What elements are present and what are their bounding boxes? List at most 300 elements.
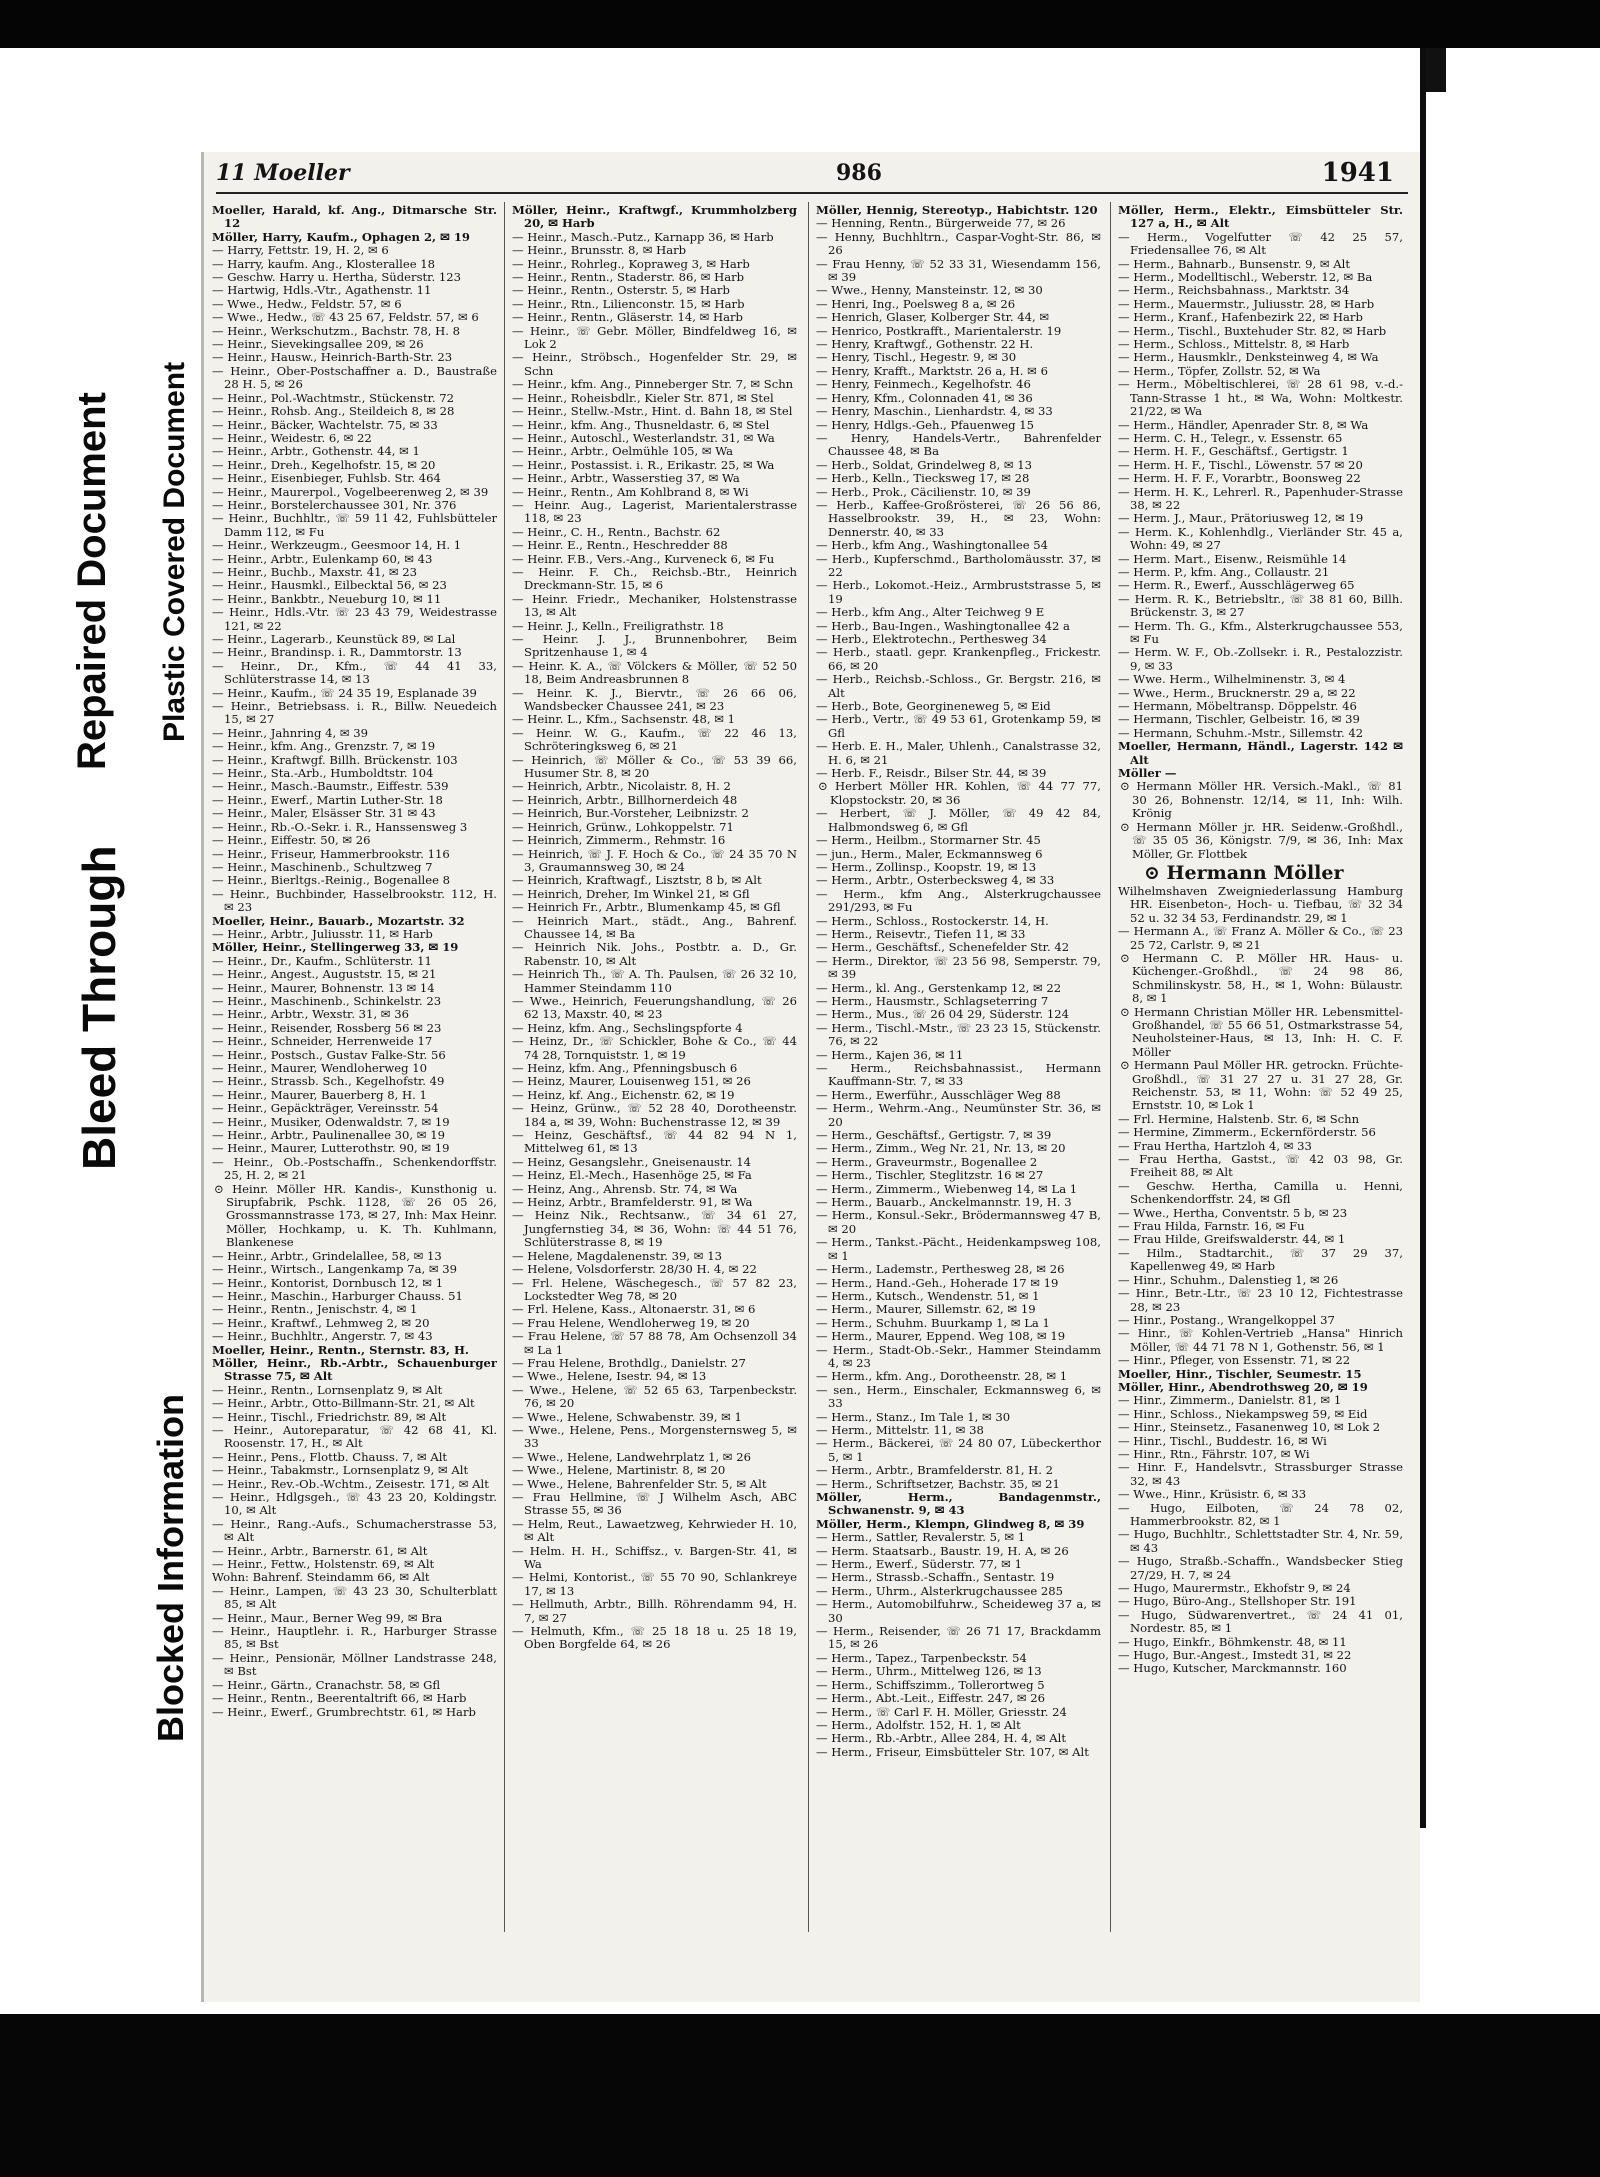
directory-column-4 bbox=[1118, 204, 1403, 1924]
directory-entry: — Heinr., Brandinsp. i. R., Dammtorstr. 13 bbox=[212, 645, 462, 660]
directory-entry: — Herm., Möbeltischlerei, ☏ 28 61 98, v.-d.-Tann-Strasse 1 ht., ✉ Wa, Wohn: Moltkestr. 21/22, ✉ Wa bbox=[1118, 377, 1403, 419]
directory-entry: — Herb., Reichsb.-Schloss., Gr. Bergstr. 216, ✉ Alt bbox=[816, 672, 1101, 700]
directory-entry: — Geschw. Hertha, Camilla u. Henni, Schenkendorffstr. 24, ✉ Gfl bbox=[1118, 1178, 1403, 1207]
directory-entry: — Herm., Reichsbahnassist., Hermann Kauffmann-Str. 7, ✉ 33 bbox=[816, 1061, 1101, 1089]
directory-entry: — Heinr., kfm. Ang., Grenzstr. 7, ✉ 19 bbox=[212, 739, 436, 754]
directory-entry: — Herm., Schloss., Rostockerstr. 14, H. bbox=[816, 913, 1049, 928]
directory-entry: — Herb. E. H., Maler, Uhlenh., Canalstrasse 32, H. 6, ✉ 21 bbox=[816, 739, 1101, 767]
directory-entry: — Heinz, kfm. Ang., Pfenningsbusch 6 bbox=[512, 1061, 738, 1075]
directory-entry: — Harry, kaufm. Ang., Klosterallee 18 bbox=[212, 256, 435, 271]
directory-entry: — Heinr., Rtn., Lilienconstr. 15, ✉ Harb bbox=[512, 296, 745, 311]
directory-entry: — Wwe., Helene, Pens., Morgensternsweg 5, ✉ 33 bbox=[512, 1422, 797, 1451]
directory-entry: — Wwe., Herm., Brucknerstr. 29 a, ✉ 22 bbox=[1118, 685, 1356, 700]
directory-entry: — Herm. H. K., Lehrerl. R., Papenhuder-Strasse 38, ✉ 22 bbox=[1118, 484, 1403, 512]
directory-entry: — Herm., Kranf., Hafenbezirk 22, ✉ Harb bbox=[1118, 310, 1363, 325]
directory-entry: Moeller, Heinr., Rentn., Sternstr. 83, H. bbox=[212, 1342, 469, 1357]
directory-entry: — Herm., Schiffszimm., Tollerortweg 5 bbox=[816, 1677, 1045, 1692]
directory-entry: — Herm., Arbtr., Bramfelderstr. 81, H. 2 bbox=[816, 1463, 1054, 1478]
directory-entry: — Heinz, Grünw., ☏ 52 28 40, Dorotheenstr. 184 a, ✉ 39, Wohn: Buchenstrasse 12, ✉ 39 bbox=[512, 1101, 797, 1129]
directory-entry: — Heinr., Kaufm., ☏ 24 35 19, Esplanade 39 bbox=[212, 685, 477, 700]
directory-entry: — Heinr., Hausw., Heinrich-Barth-Str. 23 bbox=[212, 350, 453, 365]
directory-entry: — Herm., Heilbm., Stormarner Str. 45 bbox=[816, 833, 1041, 848]
directory-entry: — Heinr., Werkschutzm., Bachstr. 78, H. 8 bbox=[212, 323, 460, 338]
directory-entry: — Wwe., Henny, Mansteinstr. 12, ✉ 30 bbox=[816, 283, 1043, 298]
directory-entry: — Heinr., Rohrleg., Kopraweg 3, ✉ Harb bbox=[512, 256, 750, 271]
directory-entry: — Heinr., C. H., Rentn., Bachstr. 62 bbox=[512, 524, 721, 539]
directory-entry: — Henry, Kraftwgf., Gothenstr. 22 H. bbox=[816, 337, 1034, 352]
directory-entry: — Heinrich, Zimmerm., Rehmstr. 16 bbox=[512, 833, 726, 848]
directory-entry: — Heinr., Arbtr., Otto-Billmann-Str. 21, ✉ Alt bbox=[212, 1396, 475, 1411]
directory-entry: — Henny, Buchhltrn., Caspar-Voght-Str. 86, ✉ 26 bbox=[816, 229, 1101, 258]
directory-entry: — Heinz, kf. Ang., Eichenstr. 62, ✉ 19 bbox=[512, 1087, 735, 1102]
directory-entry: — Heinr., Werkzeugm., Geesmoor 14, H. 1 bbox=[212, 538, 462, 553]
directory-entry: — Herm., Tischl., Buxtehuder Str. 82, ✉ Harb bbox=[1118, 323, 1387, 338]
directory-entry: — Heinr., Maur., Berner Weg 99, ✉ Bra bbox=[212, 1610, 443, 1625]
directory-entry: — Henri, Ing., Poelsweg 8 a, ✉ 26 bbox=[816, 296, 1016, 311]
directory-entry: — Heinr., Ewerf., Grumbrechtstr. 61, ✉ Harb bbox=[212, 1704, 476, 1719]
directory-entry: — Wwe., Hertha, Conventstr. 5 b, ✉ 23 bbox=[1118, 1205, 1348, 1220]
directory-entry: — Heinr., Hausmkl., Eilbecktal 56, ✉ 23 bbox=[212, 578, 447, 593]
directory-entry: Möller, Herm., Bandagenmstr., Schwanenstr. 9, ✉ 43 bbox=[816, 1490, 1101, 1518]
directory-entry: — Heinr. Aug., Lagerist, Marientalerstrasse 118, ✉ 23 bbox=[512, 497, 797, 526]
directory-entry: — Heinr. W. G., Kaufm., ☏ 22 46 13, Schröteringksweg 6, ✉ 21 bbox=[512, 725, 797, 754]
directory-entry: — Heinr., Betriebsass. i. R., Billw. Neuedeich 15, ✉ 27 bbox=[212, 699, 497, 727]
directory-entry: — Herm., Uhrm., Alsterkrugchaussee 285 bbox=[816, 1583, 1063, 1598]
directory-entry: — Frau Hertha, Gastst., ☏ 42 03 98, Gr. Freiheit 88, ✉ Alt bbox=[1118, 1152, 1403, 1180]
directory-entry: — Herm. C. H., Telegr., v. Essenstr. 65 bbox=[1118, 430, 1343, 445]
directory-entry: — Hinr., Pfleger, von Essenstr. 71, ✉ 22 bbox=[1118, 1353, 1351, 1368]
directory-entry: — Heinr., Hauptlehr. i. R., Harburger Strasse 85, ✉ Bst bbox=[212, 1624, 497, 1652]
directory-entry: — Heinr. L., Kfm., Sachsenstr. 48, ✉ 1 bbox=[512, 712, 736, 727]
directory-entry: — Herb., Soldat, Grindelweg 8, ✉ 13 bbox=[816, 457, 1033, 472]
directory-entry: — Frau Hilda, Farnstr. 16, ✉ Fu bbox=[1118, 1219, 1305, 1234]
directory-entry: — Heinr., Hdlgsgeh., ☏ 43 23 20, Koldingstr. 10, ✉ Alt bbox=[212, 1490, 497, 1518]
directory-entry: — Henry, Hdlgs.-Geh., Pfauenweg 15 bbox=[816, 417, 1034, 432]
directory-entry: — Henry, Handels-Vertr., Bahrenfelder Chaussee 48, ✉ Ba bbox=[816, 430, 1101, 459]
directory-entry: — Hinr., Zimmerm., Danielstr. 81, ✉ 1 bbox=[1118, 1393, 1342, 1408]
directory-entry: — Henry, Tischl., Hegestr. 9, ✉ 30 bbox=[816, 350, 1017, 365]
directory-entry: — Hugo, Maurermstr., Ekhofstr 9, ✉ 24 bbox=[1118, 1581, 1351, 1596]
directory-entry: — Herb., staatl. gepr. Krankenpfleg., Frickestr. 66, ✉ 20 bbox=[816, 645, 1101, 673]
directory-entry: — Heinrich, Dreher, Im Winkel 21, ✉ Gfl bbox=[512, 886, 750, 901]
adjacent-page-edge bbox=[1418, 48, 1600, 2008]
directory-entry: — Heinr., Maschin., Harburger Chauss. 51 bbox=[212, 1288, 463, 1303]
directory-entry: — Heinr., Maurer, Wendloherweg 10 bbox=[212, 1061, 427, 1075]
directory-entry: — Heinr., Bäcker, Wachtelstr. 75, ✉ 33 bbox=[212, 417, 438, 432]
directory-entry: — Hugo, Straßb.-Schaffn., Wandsbecker Stieg 27/29, H. 7, ✉ 24 bbox=[1118, 1554, 1403, 1582]
directory-entry: — Wwe., Hedw., Feldstr. 57, ✉ 6 bbox=[212, 296, 402, 311]
directory-entry: — Wwe., Hinr., Krüsistr. 6, ✉ 33 bbox=[1118, 1487, 1307, 1502]
directory-entry: — Herm., Bauarb., Anckelmannstr. 19, H. 3 bbox=[816, 1195, 1072, 1210]
directory-entry: — Heinr., Maurerpol., Vogelbeerenweg 2, ✉ 39 bbox=[212, 484, 489, 499]
directory-entry: — Heinr., Stellw.-Mstr., Hint. d. Bahn 18, ✉ Stel bbox=[512, 404, 793, 419]
directory-entry: — Helm, Reut., Lawaetzweg, Kehrwieder H. 10, ✉ Alt bbox=[512, 1516, 797, 1545]
directory-entry: — Herm., Stadt-Ob.-Sekr., Hammer Steindamm 4, ✉ 23 bbox=[816, 1342, 1101, 1370]
directory-entry: — Herm., Kutsch., Wendenstr. 51, ✉ 1 bbox=[816, 1288, 1040, 1303]
directory-entry: — Heinr., Musiker, Odenwaldstr. 7, ✉ 19 bbox=[212, 1114, 450, 1129]
directory-entry: — Herm., Hand.-Geh., Hoherade 17 ✉ 19 bbox=[816, 1275, 1059, 1290]
directory-entry: — Heinr., Strassb. Sch., Kegelhofstr. 49 bbox=[212, 1074, 445, 1089]
directory-entry: — Wwe., Helene, Schwabenstr. 39, ✉ 1 bbox=[512, 1409, 742, 1424]
directory-entry: — Herm., Schuhm. Buurkamp 1, ✉ La 1 bbox=[816, 1315, 1050, 1330]
directory-entry: — Herm., Tankst.-Pächt., Heidenkampsweg 108, ✉ 1 bbox=[816, 1235, 1101, 1263]
directory-entry: — Herm., Zimmerm., Wiebenweg 14, ✉ La 1 bbox=[816, 1181, 1078, 1196]
directory-entry: — Heinr., Jahnring 4, ✉ 39 bbox=[212, 725, 368, 740]
directory-entry: — Herm., Mittelstr. 11, ✉ 38 bbox=[816, 1422, 984, 1437]
directory-entry: — Heinr., Borstelerchaussee 301, Nr. 376 bbox=[212, 497, 457, 512]
directory-entry: — Heinr., Arbtr., Wexstr. 31, ✉ 36 bbox=[212, 1007, 409, 1022]
directory-entry: — Helene, Magdalenenstr. 39, ✉ 13 bbox=[512, 1248, 722, 1263]
directory-entry: — Herm., kfm Ang., Alsterkrugchaussee 291/293, ✉ Fu bbox=[816, 886, 1101, 915]
directory-entry: — Herm., Graveurmstr., Bogenallee 2 bbox=[816, 1154, 1038, 1169]
directory-entry: Möller, Heinr., Rb.-Arbtr., Schauenburger Strasse 75, ✉ Alt bbox=[212, 1355, 497, 1384]
directory-entry: ⊙ Hermann Möller bbox=[1144, 861, 1344, 884]
directory-entry: — Heinr., Sievekingsallee 209, ✉ 26 bbox=[212, 337, 424, 352]
directory-entry: — Heinrich, Arbtr., Nicolaistr. 8, H. 2 bbox=[512, 779, 731, 794]
directory-entry: — Heinr., Postsch., Gustav Falke-Str. 56 bbox=[212, 1047, 446, 1062]
directory-entry: — Heinz Nik., Rechtsanw., ☏ 34 61 27, Jungfernstieg 34, ✉ 36, Wohn: ☏ 44 51 76, Schlüterstrasse 8, ✉ 19 bbox=[512, 1208, 797, 1250]
running-head: 11 Moeller bbox=[216, 160, 350, 186]
directory-entry: — Heinr., Eiffestr. 50, ✉ 26 bbox=[212, 833, 371, 848]
directory-entry: — Herm., Bahnarb., Bunsenstr. 9, ✉ Alt bbox=[1118, 256, 1351, 271]
directory-entry: Wohn: Bahrenf. Steindamm 66, ✉ Alt bbox=[212, 1570, 430, 1585]
directory-entry: — Heinz, El.-Mech., Hasenhöge 25, ✉ Fa bbox=[512, 1168, 752, 1183]
directory-entry: — Heinz, Geschäftsf., ☏ 44 82 94 N 1, Mittelweg 61, ✉ 13 bbox=[512, 1128, 797, 1156]
directory-entry: — Herm. Mart., Eisenw., Reismühle 14 bbox=[1118, 551, 1347, 566]
directory-entry: — Heinr., Buchhltr., Angerstr. 7, ✉ 43 bbox=[212, 1329, 433, 1344]
directory-entry: — Heinr., Maler, Elsässer Str. 31 ✉ 43 bbox=[212, 806, 436, 821]
directory-entry: Moeller, Heinr., Bauarb., Mozartstr. 32 bbox=[212, 913, 465, 928]
column-divider bbox=[1110, 202, 1111, 1932]
directory-entry: — Heinr., Bankbtr., Neueburg 10, ✉ 11 bbox=[212, 591, 442, 606]
directory-entry: — Heinr., Tabakmstr., Lornsenplatz 9, ✉ Alt bbox=[212, 1463, 469, 1478]
directory-entry: — Heinr., Arbtr., Wasserstieg 37, ✉ Wa bbox=[512, 471, 740, 486]
directory-entry: — Hugo, Kutscher, Marckmannstr. 160 bbox=[1118, 1661, 1347, 1676]
directory-entry: — Heinr., Friseur, Hammerbrookstr. 116 bbox=[212, 846, 450, 861]
directory-entry: — Heinr., Kontorist, Dornbusch 12, ✉ 1 bbox=[212, 1275, 444, 1290]
directory-entry: — Heinr., Buchb., Maxstr. 41, ✉ 23 bbox=[212, 564, 418, 579]
directory-entry: — Herm. J., Maur., Prätoriusweg 12, ✉ 19 bbox=[1118, 511, 1364, 526]
directory-entry: — Hinr., ☏ Kohlen-Vertrieb „Hansa" Hinrich Möller, ☏ 44 71 78 N 1, Gothenstr. 56, ✉ 1 bbox=[1118, 1326, 1403, 1354]
directory-entry: — Heinr., Pol.-Wachtmstr., Stückenstr. 72 bbox=[212, 390, 455, 405]
directory-entry: — Henry, Krafft., Marktstr. 26 a, H. ✉ 6 bbox=[816, 363, 1048, 378]
directory-entry: — Hinr., Betr.-Ltr., ☏ 23 10 12, Fichtestrasse 28, ✉ 23 bbox=[1118, 1286, 1403, 1314]
directory-entry: — Heinr. E., Rentn., Heschredder 88 bbox=[512, 538, 728, 553]
directory-entry: — Heinr., Wirtsch., Langenkamp 7a, ✉ 39 bbox=[212, 1262, 458, 1277]
directory-entry: — Heinrich Th., ☏ A. Th. Paulsen, ☏ 26 32 10, Hammer Steindamm 110 bbox=[512, 967, 797, 995]
directory-entry: Möller, Herm., Elektr., Eimsbütteler Str. 127 a, H., ✉ Alt bbox=[1118, 204, 1403, 231]
directory-entry: — Harry, Fettstr. 19, H. 2, ✉ 6 bbox=[212, 243, 389, 258]
directory-entry: — Herb., Kelln., Tiecksweg 17, ✉ 28 bbox=[816, 471, 1030, 486]
directory-entry: — Heinz, Gesangslehr., Gneisenaustr. 14 bbox=[512, 1154, 752, 1169]
directory-entry: — Heinr., Pensionär, Möllner Landstrasse 248, ✉ Bst bbox=[212, 1650, 497, 1679]
directory-entry: — Heinr., Ewerf., Martin Luther-Str. 18 bbox=[212, 792, 443, 807]
directory-column-2 bbox=[512, 204, 797, 1924]
column-divider bbox=[504, 202, 505, 1932]
directory-entry: — Heinr., Roheisbdlr., Kieler Str. 871, ✉ Stel bbox=[512, 390, 774, 405]
directory-entry: — Herm., Zimm., Weg Nr. 21, Nr. 13, ✉ 20 bbox=[816, 1141, 1066, 1156]
directory-entry: — Frau Hilde, Greifswalderstr. 44, ✉ 1 bbox=[1118, 1232, 1346, 1247]
directory-column-3 bbox=[816, 204, 1101, 1924]
directory-entry: — Herm., Rb.-Arbtr., Allee 284, H. 4, ✉ Alt bbox=[816, 1731, 1066, 1746]
directory-entry: — Henry, Maschin., Lienhardstr. 4, ✉ 33 bbox=[816, 404, 1053, 419]
directory-entry: — Heinrich, ☏ J. F. Hoch & Co., ☏ 24 35 70 N 3, Graumannsweg 30, ✉ 24 bbox=[512, 846, 797, 874]
directory-entry: — Heinrich, Bur.-Vorsteher, Leibnizstr. 2 bbox=[512, 806, 749, 821]
directory-entry: — Geschw. Harry u. Hertha, Süderstr. 123 bbox=[212, 270, 461, 285]
directory-entry: ⊙ Heinr. Möller HR. Kandis-, Kunsthonig u. Sirupfabrik, Pschk. 1128, ☏ 26 05 26, Grossmannstrasse 173, ✉ 27, Inh: Max Heinr. Möller, Hochkamp, u. K. Th. Kuhlmann, Blankenese bbox=[214, 1181, 497, 1250]
directory-column-1 bbox=[212, 204, 497, 1924]
directory-entry: — Heinrich, ☏ Möller & Co., ☏ 53 39 66, Husumer Str. 8, ✉ 20 bbox=[512, 752, 797, 781]
directory-entry: — Herm., Hausmklr., Denksteinweg 4, ✉ Wa bbox=[1118, 350, 1379, 365]
directory-entry: — Herm., Vogelfutter ☏ 42 25 57, Friedensallee 76, ✉ Alt bbox=[1118, 229, 1403, 258]
directory-entry: — Heinrich, Kraftwagf., Lisztstr, 8 b, ✉ Alt bbox=[512, 873, 762, 888]
directory-entry: — Heinr. F.B., Vers.-Ang., Kurveneck 6, ✉ Fu bbox=[512, 551, 775, 566]
directory-entry: Möller, Harry, Kaufm., Ophagen 2, ✉ 19 bbox=[212, 229, 470, 244]
directory-entry: — Heinr., Rang.-Aufs., Schumacherstrasse 53, ✉ Alt bbox=[212, 1516, 497, 1545]
directory-entry: — Frau Helene, Wendloherweg 19, ✉ 20 bbox=[512, 1315, 750, 1330]
directory-entry: ⊙ Hermann Möller HR. Versich.-Makl., ☏ 81 30 26, Bohnenstr. 12/14, ✉ 11, Inh: Wilh. Krönig bbox=[1120, 779, 1403, 821]
directory-entry: — Hinr., Tischl., Buddestr. 16, ✉ Wi bbox=[1118, 1433, 1327, 1448]
directory-entry: — Herb., Bau-Ingen., Washingtonallee 42 a bbox=[816, 618, 1070, 633]
directory-entry: — sen., Herm., Einschaler, Eckmannsweg 6, ✉ 33 bbox=[816, 1382, 1101, 1411]
directory-entry: — Herm., Lademstr., Perthesweg 28, ✉ 26 bbox=[816, 1262, 1065, 1277]
directory-entry: — Heinr., Rentn., Jenischstr. 4, ✉ 1 bbox=[212, 1302, 418, 1317]
directory-entry: — Frl. Helene, Wäschegesch., ☏ 57 82 23, Lockstedter Weg 78, ✉ 20 bbox=[512, 1275, 797, 1303]
directory-entry: — Hermine, Zimmerm., Eckernförderstr. 56 bbox=[1118, 1125, 1376, 1140]
directory-entry: — Heinr., Dr., Kfm., ☏ 44 41 33, Schlüterstrasse 14, ✉ 13 bbox=[212, 658, 497, 687]
directory-entry: — Herb., Prok., Cäcilienstr. 10, ✉ 39 bbox=[816, 484, 1031, 499]
directory-entry: — Hinr., Schloss., Niekampsweg 59, ✉ Eid bbox=[1118, 1406, 1368, 1421]
directory-entry: — Heinrich Fr., Arbtr., Blumenkamp 45, ✉ Gfl bbox=[512, 900, 781, 915]
directory-entry: — Heinr., Arbtr., Eulenkamp 60, ✉ 43 bbox=[212, 551, 433, 566]
directory-entry: — Herm., Maurer, Eppend. Weg 108, ✉ 19 bbox=[816, 1329, 1066, 1344]
directory-entry: — Herm., kl. Ang., Gerstenkamp 12, ✉ 22 bbox=[816, 980, 1062, 995]
directory-entry: — Herm., Uhrm., Mittelweg 126, ✉ 13 bbox=[816, 1664, 1042, 1679]
directory-entry: — Heinr., Gärtn., Cranachstr. 58, ✉ Gfl bbox=[212, 1677, 441, 1692]
directory-entry: — Heinr. Friedr., Mechaniker, Holstenstrasse 13, ✉ Alt bbox=[512, 591, 797, 620]
directory-entry: — Frl. Helene, Kass., Altonaerstr. 31, ✉ 6 bbox=[512, 1302, 756, 1317]
scan-corner-mark bbox=[1426, 48, 1446, 92]
directory-entry: — Heinr., Rentn., Lornsenplatz 9, ✉ Alt bbox=[212, 1382, 443, 1397]
directory-entry: — Herm., Reisender, ☏ 26 71 17, Brackdamm 15, ✉ 26 bbox=[816, 1624, 1101, 1652]
directory-entry: — Heinr., Rentn., Osterstr. 5, ✉ Harb bbox=[512, 283, 730, 298]
directory-entry: — Heinz, Dr., ☏ Schickler, Bohe & Co., ☏ 44 74 28, Tornquiststr. 1, ✉ 19 bbox=[512, 1034, 797, 1062]
directory-entry: — Heinr., Masch.-Baumstr., Eiffestr. 539 bbox=[212, 779, 449, 794]
directory-entry: — Heinr., Postassist. i. R., Erikastr. 25, ✉ Wa bbox=[512, 457, 775, 472]
directory-entry: — Wwe., Helene, Landwehrplatz 1, ✉ 26 bbox=[512, 1449, 751, 1464]
directory-entry: — Hermann, Möbeltransp. Döppelstr. 46 bbox=[1118, 699, 1357, 714]
directory-entry: — Helmuth, Kfm., ☏ 25 18 18 u. 25 18 19, Oben Borgfelde 64, ✉ 26 bbox=[512, 1624, 797, 1652]
scan-top-border bbox=[0, 0, 1600, 48]
label-repaired-document: Repaired Document bbox=[70, 392, 114, 770]
directory-entry: — Hugo, Büro-Ang., Stellshoper Str. 191 bbox=[1118, 1594, 1357, 1609]
directory-entry: — Herm., Ewerführ., Ausschläger Weg 88 bbox=[816, 1087, 1061, 1102]
label-bleed-through: Bleed Through bbox=[73, 845, 125, 1170]
directory-entry: — Herm., Abt.-Leit., Eiffestr. 247, ✉ 26 bbox=[816, 1691, 1046, 1706]
directory-entry: — Heinrich, Arbtr., Billhornerdeich 48 bbox=[512, 792, 738, 807]
directory-entry: — Frau Hellmine, ☏ J Wilhelm Asch, ABC Strasse 55, ✉ 36 bbox=[512, 1490, 797, 1518]
directory-entry: — Wwe., Helene, Martinistr. 8, ✉ 20 bbox=[512, 1463, 726, 1478]
directory-entry: Wilhelmshaven Zweigniederlassung Hamburg HR. Eisenbeton-, Hoch- u. Tiefbau, ☏ 32 34 52 u. 32 34 53, Ferdinandstr. 29, ✉ 1 bbox=[1118, 883, 1403, 925]
directory-entry: — Henry, Feinmech., Kegelhofstr. 46 bbox=[816, 377, 1031, 392]
directory-entry: — Herb., kfm Ang., Washingtonallee 54 bbox=[816, 538, 1049, 553]
directory-entry: — Hinr., Postang., Wrangelkoppel 37 bbox=[1118, 1312, 1335, 1327]
directory-entry: — Herm., Bäckerei, ☏ 24 80 07, Lübeckerthor 5, ✉ 1 bbox=[816, 1436, 1101, 1464]
directory-entry: — Henning, Rentn., Bürgerweide 77, ✉ 26 bbox=[816, 216, 1066, 231]
directory-entry: — Frau Helene, Brothdlg., Danielstr. 27 bbox=[512, 1355, 746, 1370]
directory-entry: — Heinr., Maurer, Bauerberg 8, H. 1 bbox=[212, 1087, 427, 1102]
scan-bottom-border bbox=[0, 2014, 1600, 2177]
directory-entry: — Wwe., Helene, Bahrenfelder Str. 5, ✉ Alt bbox=[512, 1476, 767, 1491]
directory-entry: — Heinr., Rev.-Ob.-Wchtm., Zeisestr. 171, ✉ Alt bbox=[212, 1476, 489, 1491]
directory-entry: — Herb., Lokomot.-Heiz., Armbruststrasse 5, ✉ 19 bbox=[816, 578, 1101, 606]
directory-entry: — Heinr., Hdls.-Vtr. ☏ 23 43 79, Weidestrasse 121, ✉ 22 bbox=[212, 605, 497, 633]
directory-entry: — Heinr., Autoschl., Westerlandstr. 31, ✉ Wa bbox=[512, 430, 775, 445]
directory-entry: — Heinr., Pens., Flottb. Chauss. 7, ✉ Alt bbox=[212, 1449, 448, 1464]
directory-entry: — Herb., Kupferschmd., Bartholomäusstr. 37, ✉ 22 bbox=[816, 551, 1101, 579]
directory-entry: — Hugo, Eilboten, ☏ 24 78 02, Hammerbrookstr. 82, ✉ 1 bbox=[1118, 1500, 1403, 1528]
page-number: 986 bbox=[836, 160, 882, 186]
directory-entry: — Herm. H. F., Geschäftsf., Gertigstr. 1 bbox=[1118, 444, 1349, 459]
directory-entry: — Heinr., Eisenbieger, Fuhlsb. Str. 464 bbox=[212, 471, 441, 486]
directory-entry: — Henrich, Glaser, Kolberger Str. 44, ✉ bbox=[816, 310, 1050, 325]
directory-entry: — Heinr., Arbtr., Paulinenallee 30, ✉ 19 bbox=[212, 1128, 445, 1143]
directory-entry: — Herm., Schloss., Mittelstr. 8, ✉ Harb bbox=[1118, 337, 1350, 352]
directory-entry: — Herm., Maurer, Sillemstr. 62, ✉ 19 bbox=[816, 1302, 1036, 1317]
directory-entry: — Heinr. K. J., Biervtr., ☏ 26 66 06, Wandsbecker Chaussee 241, ✉ 23 bbox=[512, 685, 797, 714]
directory-entry: — Heinr., Rohsb. Ang., Steildeich 8, ✉ 28 bbox=[212, 404, 455, 419]
directory-entry: Moeller, Harald, kf. Ang., Ditmarsche Str. 12 bbox=[212, 204, 497, 231]
directory-entry: — Hugo, Einkfr., Böhmkenstr. 48, ✉ 11 bbox=[1118, 1634, 1347, 1649]
directory-page bbox=[204, 152, 1420, 2002]
directory-entry: — Heinr., Rentn., Am Kohlbrand 8, ✉ Wi bbox=[512, 484, 749, 499]
directory-entry: — Heinr., kfm. Ang., Thusneldastr. 6, ✉ Stel bbox=[512, 417, 770, 432]
directory-entry: — Heinz, Ang., Ahrensb. Str. 74, ✉ Wa bbox=[512, 1181, 738, 1196]
directory-entry: — Heinr. F. Ch., Reichsb.-Btr., Heinrich Dreckmann-Str. 15, ✉ 6 bbox=[512, 564, 797, 593]
directory-entry: — Heinr. J., Kelln., Freiligrathstr. 18 bbox=[512, 618, 724, 633]
directory-entry: — Heinr., Reisender, Rossberg 56 ✉ 23 bbox=[212, 1020, 442, 1035]
directory-entry: — Herb., Kaffee-Großrösterei, ☏ 26 56 86, Hasselbrookstr. 39, H., ✉ 23, Wohn: Dennerstr. 40, ✉ 33 bbox=[816, 497, 1101, 539]
directory-entry: — Heinr., Maurer, Lutterothstr. 90, ✉ 19 bbox=[212, 1141, 450, 1156]
directory-entry: — Herm., Mus., ☏ 26 04 29, Süderstr. 124 bbox=[816, 1007, 1069, 1022]
directory-entry: — Heinr., Fettw., Holstenstr. 69, ✉ Alt bbox=[212, 1557, 435, 1572]
directory-entry: — Heinrich, Grünw., Lohkoppelstr. 71 bbox=[512, 819, 734, 834]
directory-entry: — Heinr., Tischl., Friedrichstr. 89, ✉ Alt bbox=[212, 1409, 447, 1424]
directory-entry: — Heinr., Ob.-Postschaffn., Schenkendorffstr. 25, H. 2, ✉ 21 bbox=[212, 1154, 497, 1183]
directory-entry: — Herb. F., Reisdr., Bilser Str. 44, ✉ 39 bbox=[816, 766, 1047, 781]
directory-entry: Möller, Heinr., Kraftwgf., Krummholzberg 20, ✉ Harb bbox=[512, 204, 797, 231]
directory-entry: — Heinr., Sta.-Arb., Humboldtstr. 104 bbox=[212, 766, 434, 781]
label-blocked-information: Blocked Information bbox=[150, 1393, 191, 1742]
directory-entry: — Heinr., Arbtr., Oelmühle 105, ✉ Wa bbox=[512, 444, 734, 459]
label-plastic-covered: Plastic Covered Document bbox=[158, 361, 191, 742]
directory-entry: — Herm. P., kfm. Ang., Collaustr. 21 bbox=[1118, 564, 1330, 579]
directory-entry: — Heinr., Rentn., Beerentaltrift 66, ✉ Harb bbox=[212, 1691, 467, 1706]
directory-entry: — Heinr., Buchbinder, Hasselbrookstr. 112, H. ✉ 23 bbox=[212, 886, 497, 915]
directory-entry: — Frl. Hermine, Halstenb. Str. 6, ✉ Schn bbox=[1118, 1111, 1360, 1126]
directory-entry: — Herb., Bote, Georgineneweg 5, ✉ Eid bbox=[816, 699, 1051, 714]
directory-entry: — Herbert, ☏ J. Möller, ☏ 49 42 84, Halbmondsweg 6, ✉ Gfl bbox=[816, 806, 1101, 834]
directory-entry: — Helene, Volsdorferstr. 28/30 H. 4, ✉ 22 bbox=[512, 1262, 757, 1277]
directory-entry: — Herm., Geschäftsf., Schenefelder Str. 42 bbox=[816, 940, 1070, 955]
directory-entry: — Henrico, Postkrafft., Marientalerstr. 19 bbox=[816, 323, 1062, 338]
directory-entry: — Herm., Kajen 36, ✉ 11 bbox=[816, 1047, 964, 1062]
directory-entry: — Heinr., ☏ Gebr. Möller, Bindfeldweg 16, ✉ Lok 2 bbox=[512, 323, 797, 352]
directory-entry: ⊙ Hermann Paul Möller HR. getrockn. Früchte-Großhdl., ☏ 31 27 27 u. 31 27 28, Gr. Reichenstr. 53, ✉ 11, Wohn: ☏ 52 49 25, Ernststr. 10, ✉ Lok 1 bbox=[1120, 1058, 1403, 1113]
directory-entry: — Heinr., Dr., Kaufm., Schlüterstr. 11 bbox=[212, 953, 432, 968]
directory-entry: — Hinr., Steinsetz., Fasanenweg 10, ✉ Lok 2 bbox=[1118, 1420, 1381, 1435]
directory-entry: — Herm., Mauermstr., Juliusstr. 28, ✉ Harb bbox=[1118, 296, 1375, 311]
directory-entry: — Wwe., Helene, Isestr. 94, ✉ 13 bbox=[512, 1369, 707, 1384]
directory-entry: — Heinz, kfm. Ang., Sechslingspforte 4 bbox=[512, 1020, 743, 1035]
directory-entry: — Wwe. Herm., Wilhelminenstr. 3, ✉ 4 bbox=[1118, 672, 1346, 687]
directory-entry: — Heinr., Maurer, Bohnenstr. 13 ✉ 14 bbox=[212, 980, 435, 995]
directory-entry: — Heinrich Mart., städt., Ang., Bahrenf. Chaussee 14, ✉ Ba bbox=[512, 913, 797, 941]
directory-entry: ⊙ Hermann Christian Möller HR. Lebensmittel-Großhandel, ☏ 55 66 51, Ostmarkstrasse 54, Neuholsteiner-Haus, ✉ 13, Inh: H. C. F. Möller bbox=[1120, 1004, 1403, 1059]
directory-entry: — Herm., Modelltischl., Weberstr. 12, ✉ Ba bbox=[1118, 270, 1373, 285]
directory-entry: — Helm. H. H., Schiffsz., v. Bargen-Str. 41, ✉ Wa bbox=[512, 1543, 797, 1572]
directory-entry: — Heinr., kfm. Ang., Pinneberger Str. 7, ✉ Schn bbox=[512, 377, 794, 392]
directory-entry: — Herm., Geschäftsf., Gertigstr. 7, ✉ 39 bbox=[816, 1128, 1052, 1143]
directory-entry: — Wwe., Hedw., ☏ 43 25 67, Feldstr. 57, ✉ 6 bbox=[212, 310, 479, 325]
directory-entry: — Heinr., Schneider, Herrenweide 17 bbox=[212, 1034, 433, 1049]
page-header bbox=[216, 158, 1408, 194]
directory-entry: — Hugo, Buchhltr., Schlettstadter Str. 4, Nr. 59, ✉ 43 bbox=[1118, 1527, 1403, 1555]
directory-entry: — Heinr., Lagerarb., Keunstück 89, ✉ Lal bbox=[212, 632, 456, 646]
directory-entry: — Heinr., Masch.-Putz., Karnapp 36, ✉ Harb bbox=[512, 229, 774, 244]
directory-entry: — Hermann A., ☏ Franz A. Möller & Co., ☏ 23 25 72, Carlstr. 9, ✉ 21 bbox=[1118, 924, 1403, 952]
directory-entry: ⊙ Hermann Möller jr. HR. Seidenw.-Großhdl., ☏ 35 05 36, Königstr. 7/9, ✉ 36, Inh: Max Möller, Gr. Flottbek bbox=[1120, 819, 1403, 861]
directory-entry: — Heinr. K. A., ☏ Völckers & Möller, ☏ 52 50 18, Beim Andreasbrunnen 8 bbox=[512, 658, 797, 687]
directory-entry: — Hermann, Tischler, Gelbeistr. 16, ✉ 39 bbox=[1118, 712, 1360, 727]
directory-entry: Moeller, Hermann, Händl., Lagerstr. 142 ✉ Alt bbox=[1118, 739, 1403, 767]
directory-entry: — Heinr., Weidestr. 6, ✉ 22 bbox=[212, 430, 372, 445]
directory-entry: — Hermann, Schuhm.-Mstr., Sillemstr. 42 bbox=[1118, 725, 1364, 740]
directory-entry: — Heinr., Autoreparatur, ☏ 42 68 41, Kl. Roosenstr. 17, H., ✉ Alt bbox=[212, 1422, 497, 1451]
directory-entry: — Heinr., Rentn., Gläserstr. 14, ✉ Harb bbox=[512, 310, 743, 325]
directory-entry: Möller, Hinr., Abendrothsweg 20, ✉ 19 bbox=[1118, 1379, 1368, 1394]
directory-entry: — Herm., Schriftsetzer, Bachstr. 35, ✉ 21 bbox=[816, 1476, 1060, 1491]
directory-entry: — Herm., Adolfstr. 152, H. 1, ✉ Alt bbox=[816, 1717, 1021, 1732]
column-divider bbox=[808, 202, 809, 1932]
directory-entry: — Herm., kfm. Ang., Dorotheenstr. 28, ✉ 1 bbox=[816, 1369, 1068, 1384]
directory-entry: — Heinr., Kraftwgf. Billh. Brückenstr. 103 bbox=[212, 752, 458, 767]
directory-entry: — Hartwig, Hdls.-Vtr., Agathenstr. 11 bbox=[212, 283, 432, 298]
directory-entry: Möller, Heinr., Stellingerweg 33, ✉ 19 bbox=[212, 940, 459, 955]
directory-entry: — Hugo, Bur.-Angest., Imstedt 31, ✉ 22 bbox=[1118, 1648, 1352, 1663]
directory-entry: — Hugo, Südwarenvertret., ☏ 24 41 01, Nordestr. 85, ✉ 1 bbox=[1118, 1607, 1403, 1636]
directory-entry: — Heinz, Arbtr., Bramfelderstr. 91, ✉ Wa bbox=[512, 1195, 753, 1210]
directory-entry: — Heinr., Arbtr., Grindelallee, 58, ✉ 13 bbox=[212, 1248, 442, 1263]
directory-entry: — Herm. Staatsarb., Baustr. 19, H. A, ✉ 26 bbox=[816, 1543, 1069, 1558]
directory-entry: — Herm. H. F., Tischl., Löwenstr. 57 ✉ 20 bbox=[1118, 457, 1363, 472]
directory-entry: — Herb., Vertr., ☏ 49 53 61, Grotenkamp 59, ✉ Gfl bbox=[816, 712, 1101, 740]
directory-entry: — jun., Herm., Maler, Eckmannsweg 6 bbox=[816, 846, 1043, 861]
directory-entry: ⊙ Hermann C. P. Möller HR. Haus- u. Küchenger.-Großhdl., ☏ 24 98 86, Schmilinskystr. 58, H., ✉ 1, Wohn: Bülaustr. 8, ✉ 1 bbox=[1120, 950, 1403, 1006]
year-label: 1941 bbox=[1321, 158, 1394, 188]
directory-entry: — Heinr., Rb.-O.-Sekr. i. R., Hanssensweg 3 bbox=[212, 819, 468, 834]
directory-entry: — Herm., Sattler, Revalerstr. 5, ✉ 1 bbox=[816, 1530, 1026, 1545]
directory-entry: — Heinr., Lampen, ☏ 43 23 30, Schulterblatt 85, ✉ Alt bbox=[212, 1583, 497, 1612]
directory-entry: — Heinr., Arbtr., Barnerstr. 61, ✉ Alt bbox=[212, 1543, 428, 1558]
directory-entry: — Herm., ☏ Carl F. H. Möller, Griesstr. 24 bbox=[816, 1704, 1067, 1719]
directory-entry: — Herm., Hausmstr., Schlagseterring 7 bbox=[816, 993, 1049, 1008]
directory-entry: Möller — bbox=[1118, 766, 1177, 781]
directory-entry: — Heinr., Arbtr., Juliusstr. 11, ✉ Harb bbox=[212, 926, 433, 941]
directory-entry: — Wwe., Heinrich, Feuerungshandlung, ☏ 26 62 13, Maxstr. 40, ✉ 23 bbox=[512, 993, 797, 1022]
directory-entry: — Heinr., Ober-Postschaffner a. D., Baustraße 28 H. 5, ✉ 26 bbox=[212, 363, 497, 392]
directory-entry: — Hinr., Schuhm., Dalenstieg 1, ✉ 26 bbox=[1118, 1272, 1339, 1287]
